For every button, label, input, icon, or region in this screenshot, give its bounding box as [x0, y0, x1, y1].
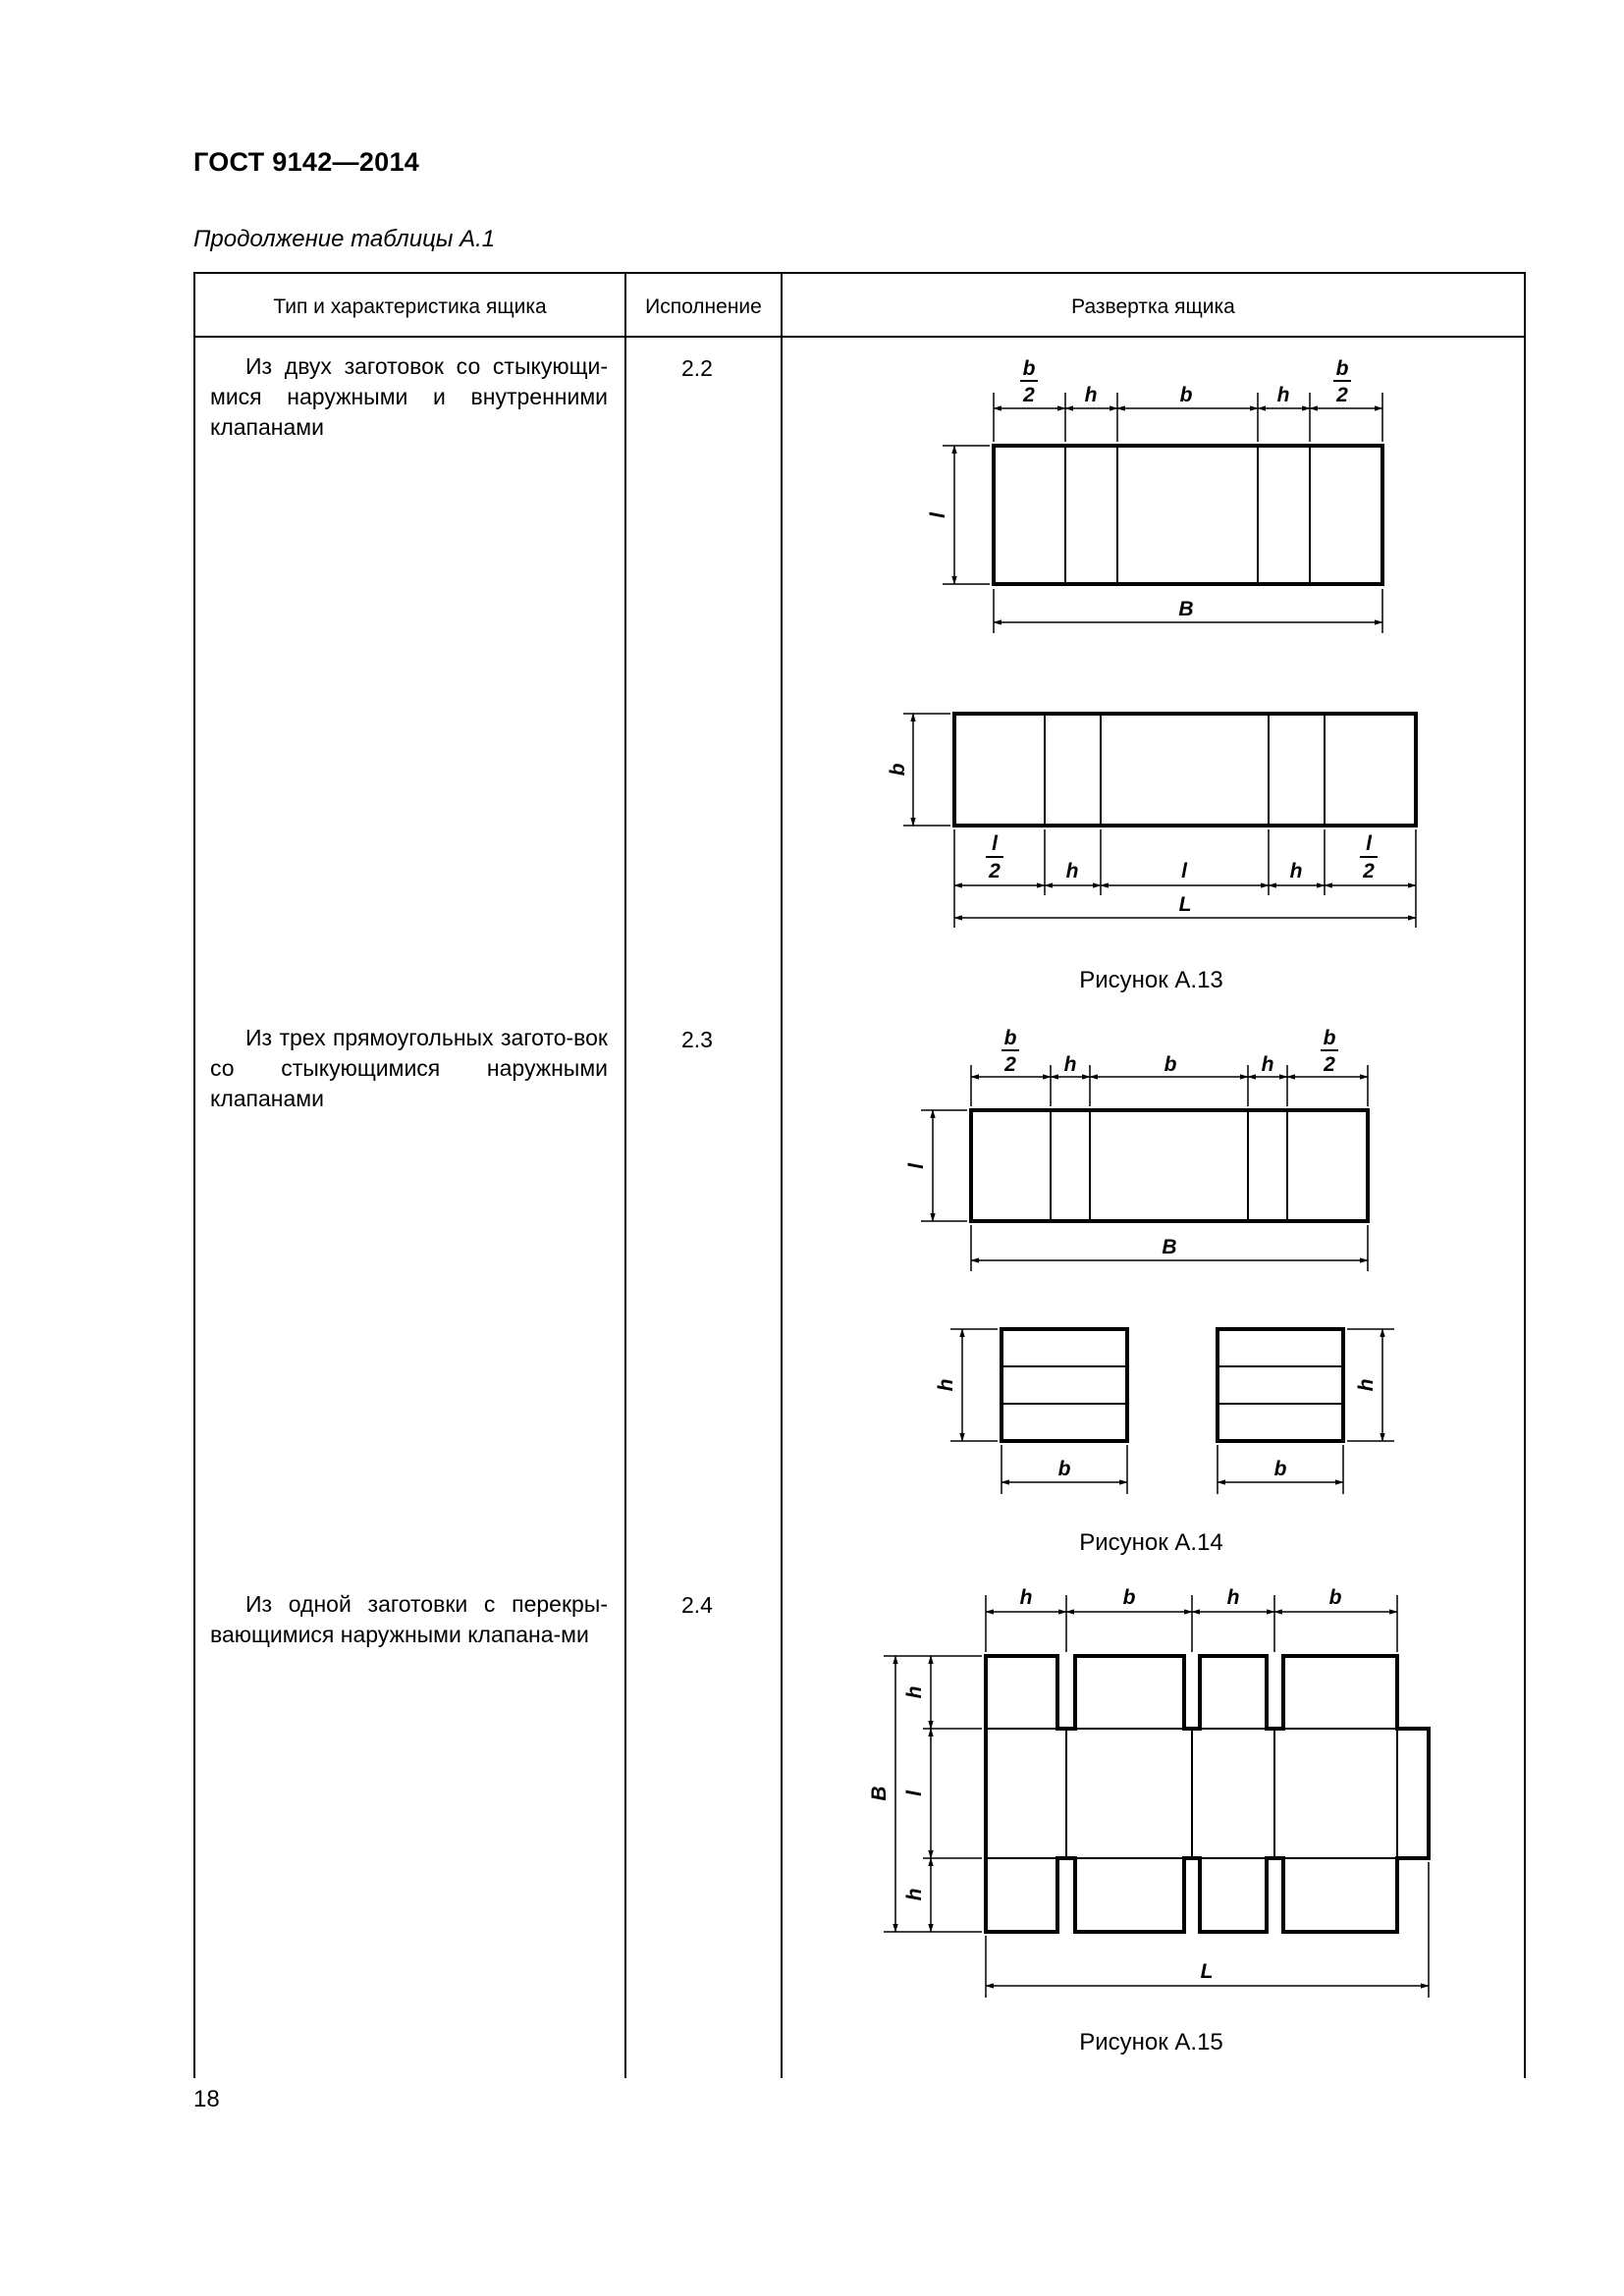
- dim-label-b-half-den: 2: [1004, 1053, 1016, 1076]
- dim-label-h: h: [935, 1378, 957, 1392]
- figure-a15-blank: [884, 1595, 1429, 1998]
- dim-label-l-half-den: 2: [1363, 860, 1375, 882]
- figure-a13-blank-bottom: [903, 714, 1416, 928]
- row-version: 2.3: [681, 1027, 713, 1052]
- dim-label-B: B: [1178, 598, 1194, 620]
- dim-label-l: l: [1181, 860, 1187, 882]
- dim-label-b-half-num: b: [1003, 1027, 1017, 1049]
- dim-label-h: h: [1261, 1053, 1274, 1076]
- row-type-description: Из одной заготовки с перекры-вающимися наружными клапана-ми: [210, 1591, 608, 1647]
- dim-label-l: l: [927, 512, 949, 518]
- dim-label-b-half-num: b: [1335, 357, 1349, 380]
- dim-label-b: b: [1122, 1586, 1136, 1609]
- dim-label-h: h: [1226, 1586, 1240, 1609]
- figure-caption: Рисунок А.13: [1079, 967, 1223, 993]
- page-number: 18: [193, 2086, 220, 2112]
- dim-label-b-half-num: b: [1323, 1027, 1336, 1049]
- document-id: ГОСТ 9142—2014: [193, 147, 420, 177]
- dim-label-l: l: [905, 1163, 928, 1169]
- dim-label-b: b: [1328, 1586, 1342, 1609]
- dim-label-h: h: [903, 1685, 926, 1699]
- figure-caption: Рисунок А.15: [1079, 2029, 1223, 2056]
- figure-caption: Рисунок А.14: [1079, 1529, 1223, 1556]
- dim-label-B: B: [1162, 1236, 1177, 1258]
- dim-label-h: h: [1063, 1053, 1077, 1076]
- dim-label-b: b: [1179, 384, 1193, 406]
- dim-label-l-half-num: l: [1366, 832, 1372, 855]
- row-type-description: Из трех прямоугольных загото-вок со стыкующимися наружными клапанами: [210, 1025, 608, 1111]
- dim-label-b: b: [1273, 1458, 1287, 1480]
- row-type-description: Из двух заготовок со стыкующи-мися наружными и внутренними клапанами: [210, 353, 608, 440]
- dim-label-h: h: [903, 1888, 926, 1901]
- column-header-type: Тип и характеристика ящика: [273, 295, 547, 318]
- dim-label-h: h: [1289, 860, 1303, 882]
- row-version: 2.2: [681, 355, 713, 381]
- column-header-version: Исполнение: [645, 295, 762, 318]
- dim-label-L: L: [1200, 1960, 1214, 1983]
- dim-label-b: b: [1164, 1053, 1177, 1076]
- row-version: 2.4: [681, 1592, 713, 1618]
- dim-label-h: h: [1019, 1586, 1033, 1609]
- table-continuation-caption: Продолжение таблицы А.1: [193, 226, 496, 252]
- figure-a14-side-blank-right: [1218, 1329, 1394, 1494]
- dim-label-h: h: [1276, 384, 1290, 406]
- dim-label-b-half-den: 2: [1023, 384, 1035, 406]
- column-header-layout: Развертка ящика: [1071, 295, 1235, 318]
- figure-a13-blank-top: [943, 393, 1382, 633]
- dim-label-b: b: [887, 763, 909, 776]
- dim-label-h: h: [1065, 860, 1079, 882]
- dim-label-b: b: [1057, 1458, 1071, 1480]
- dim-label-L: L: [1178, 893, 1192, 916]
- figure-a14-blank-main: [921, 1065, 1368, 1271]
- dim-label-l-half-num: l: [992, 832, 998, 855]
- dim-label-b-half-den: 2: [1336, 384, 1348, 406]
- dim-label-B: B: [868, 1786, 891, 1801]
- figure-a14-side-blank-left: [950, 1329, 1127, 1494]
- dim-label-h: h: [1084, 384, 1098, 406]
- dim-label-b-half-den: 2: [1324, 1053, 1335, 1076]
- dim-label-l: l: [903, 1790, 926, 1796]
- dim-label-h: h: [1355, 1378, 1378, 1392]
- dim-label-l-half-den: 2: [989, 860, 1001, 882]
- dim-label-b-half-num: b: [1022, 357, 1036, 380]
